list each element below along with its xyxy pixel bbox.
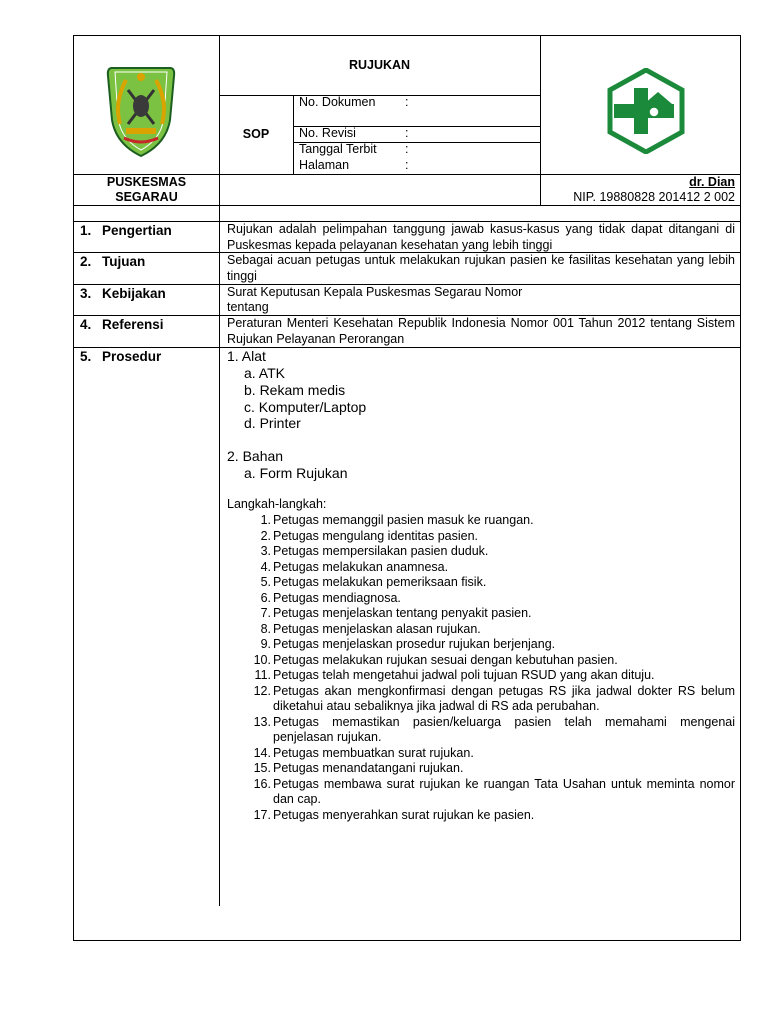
- field-label-halaman: Halaman: [299, 158, 350, 172]
- step-text: Petugas melakukan rujukan sesuai dengan kebutuhan pasien.: [273, 652, 618, 667]
- section-label-referensi: [80, 317, 164, 333]
- step-number: 2.: [260, 528, 271, 543]
- step-number: 3.: [260, 544, 271, 558]
- section-title: Referensi: [102, 317, 164, 332]
- kebijakan-text-line1: Surat Keputusan Kepala Puskesmas Segarau Nomor: [227, 285, 523, 299]
- procedure-step: [227, 575, 735, 591]
- section-number: 3.: [80, 286, 92, 301]
- kebijakan-text-line2: tentang: [227, 300, 269, 314]
- procedure-step: [227, 668, 735, 684]
- procedure-step: [227, 513, 735, 529]
- sop-document: [73, 35, 741, 941]
- section-title: Kebijakan: [102, 286, 166, 301]
- step-text: Petugas menandatangani rujukan.: [273, 761, 464, 775]
- step-number: 4.: [260, 559, 271, 574]
- section-number: 1.: [80, 223, 92, 238]
- signer-nip: NIP. 19880828 201412 2 002: [573, 190, 735, 204]
- step-number: 13.: [253, 714, 271, 729]
- step-text: Petugas mendiagnosa.: [273, 590, 401, 605]
- step-number: 5.: [260, 575, 271, 589]
- field-label-tanggal-terbit: Tanggal Terbit: [299, 142, 377, 156]
- step-text: Petugas melakukan anamnesa.: [273, 559, 449, 574]
- step-number: 15.: [253, 761, 271, 775]
- alat-item: b. Rekam medis: [244, 382, 346, 398]
- section-label-kebijakan: [80, 286, 166, 302]
- procedure-step: [227, 544, 735, 560]
- title-divider: [219, 95, 540, 96]
- step-text: Petugas menjelaskan tentang penyakit pasien.: [273, 606, 532, 620]
- signer-name: dr. Dian: [689, 175, 735, 189]
- step-text: Petugas mengulang identitas pasien.: [273, 528, 479, 543]
- step-text: Petugas melakukan pemeriksaan fisik.: [273, 575, 487, 589]
- field-sep: :: [405, 158, 409, 172]
- alat-heading: 1. Alat: [227, 348, 266, 364]
- bahan-item: a. Form Rujukan: [244, 465, 348, 481]
- step-text: Petugas memanggil pasien masuk ke ruangan.: [273, 513, 534, 527]
- section-number: 5.: [80, 349, 92, 364]
- step-number: 10.: [253, 652, 271, 667]
- label-column-divider: [219, 36, 220, 906]
- org-name-line2: SEGARAU: [115, 190, 178, 204]
- step-number: 16.: [253, 776, 271, 791]
- procedure-step: [227, 606, 735, 622]
- section-title: Pengertian: [102, 223, 172, 238]
- pengertian-text: Rujukan adalah pelimpahan tanggung jawab kasus-kasus yang tidak dapat ditangani di Puskesmas kepada pelayanan kesehatan yang lebih tinggi: [227, 222, 735, 252]
- step-text: Petugas menjelaskan alasan rujukan.: [273, 621, 481, 636]
- field-sep: :: [405, 126, 409, 140]
- step-number: 9.: [260, 637, 271, 651]
- regency-emblem-icon: [106, 62, 176, 160]
- alat-item: d. Printer: [244, 415, 301, 431]
- step-text: Petugas akan mengkonfirmasi dengan petugas RS jika jadwal dokter RS belum diketahui atau sebaliknya jika jadwal di RS ada perubahan.: [273, 683, 735, 713]
- section-label-pengertian: [80, 223, 172, 239]
- step-text: Petugas telah mengetahui jadwal poli tujuan RSUD yang akan dituju.: [273, 668, 655, 682]
- step-number: 7.: [260, 606, 271, 620]
- tujuan-text: Sebagai acuan petugas untuk melakukan rujukan pasien ke fasilitas kesehatan yang lebih tinggi: [227, 253, 735, 283]
- field-sep: :: [405, 95, 409, 109]
- procedure-step: [227, 637, 735, 653]
- field-label-no-dokumen: No. Dokumen: [299, 95, 376, 109]
- step-number: 1.: [260, 513, 271, 527]
- puskesmas-logo-icon: [606, 68, 686, 154]
- step-text: Petugas memastikan pasien/keluarga pasien telah memahami mengenai penjelasan rujukan.: [273, 714, 735, 744]
- sop-divider: [293, 95, 294, 174]
- procedure-step: [227, 622, 735, 638]
- bahan-heading: 2. Bahan: [227, 448, 284, 464]
- procedure-step: [227, 560, 735, 576]
- step-number: 17.: [253, 807, 271, 822]
- section-number: 4.: [80, 317, 92, 332]
- step-text: Petugas membawa surat rujukan ke ruangan Tata Usahan untuk meminta nomor dan cap.: [273, 776, 735, 806]
- procedure-step: [227, 653, 735, 669]
- procedure-step: [227, 715, 735, 746]
- org-name-line1: PUSKESMAS: [106, 175, 187, 189]
- field-label-no-revisi: No. Revisi: [299, 126, 356, 140]
- alat-item: c. Komputer/Laptop: [244, 399, 367, 415]
- step-text: Petugas mempersilakan pasien duduk.: [273, 544, 489, 558]
- step-text: Petugas menjelaskan prosedur rujukan berjenjang.: [273, 637, 556, 651]
- alat-item: a. ATK: [244, 365, 285, 381]
- section-number: 2.: [80, 254, 92, 269]
- referensi-text: Peraturan Menteri Kesehatan Republik Indonesia Nomor 001 Tahun 2012 tentang Sistem Rujukan Pelayanan Perorangan: [227, 316, 735, 346]
- document-title: RUJUKAN: [348, 58, 411, 72]
- procedure-step: [227, 746, 735, 762]
- section-title: Tujuan: [102, 254, 146, 269]
- procedure-step: [227, 777, 735, 808]
- step-text: Petugas membuatkan surat rujukan.: [273, 745, 474, 760]
- step-number: 6.: [260, 590, 271, 605]
- procedure-step: [227, 808, 735, 824]
- step-number: 8.: [260, 621, 271, 636]
- procedure-step: [227, 529, 735, 545]
- procedure-step: [227, 761, 735, 777]
- row-divider: [74, 347, 740, 348]
- langkah-heading: Langkah-langkah:: [227, 497, 327, 511]
- procedure-step: [227, 591, 735, 607]
- step-number: 11.: [254, 668, 271, 682]
- sop-label: SOP: [242, 127, 270, 141]
- section-title: Prosedur: [102, 349, 162, 364]
- step-number: 14.: [253, 745, 271, 760]
- section-label-tujuan: [80, 254, 145, 270]
- procedure-step: [227, 684, 735, 715]
- field-sep: :: [405, 142, 409, 156]
- section-label-prosedur: [80, 349, 161, 365]
- step-text: Petugas menyerahkan surat rujukan ke pasien.: [273, 807, 535, 822]
- procedure-steps-list: [227, 513, 735, 823]
- step-number: 12.: [253, 683, 271, 698]
